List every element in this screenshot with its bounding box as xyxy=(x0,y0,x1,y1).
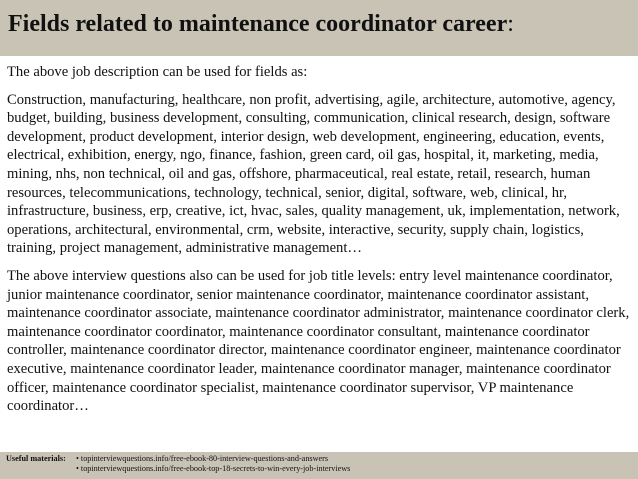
footer-row-2 xyxy=(6,464,638,474)
page-title: Fields related to maintenance coordinator career xyxy=(8,11,508,37)
fields-paragraph: Construction, manufacturing, healthcare, non profit, advertising, agile, architecture, automotive, agency, budget, building, business development, consulting, communication, clinical research, design, software development, product development, interior design, web development, engineering, education, events, electrical, exhibition, energy, ngo, finance, fashion, green card, oil gas, hospital, it, marketing, media, mining, nhs, non technical, oil and gas, offshore, pharmaceutical, real estate, retail, research, human resources, telecommunications, technology, technical, senior, digital, software, web, clinical, hr, infrastructure, business, erp, creative, ict, hvac, sales, quality management, uk, implementation, network, operations, architectural, environmental, crm, website, interactive, security, supply chain, logistics, training, project management, administrative management… xyxy=(7,91,620,257)
useful-materials-label: Useful materials: xyxy=(6,454,66,463)
intro-text: The above job description can be used for fields as: xyxy=(7,64,308,80)
ebook-link-18-secrets[interactable]: • topinterviewquestions.info/free-ebook-top-18-secrets-to-win-every-job-interviews xyxy=(76,464,351,473)
content xyxy=(7,63,633,425)
title-colon: : xyxy=(507,11,514,37)
ebook-link-80-questions[interactable]: • topinterviewquestions.info/free-ebook-80-interview-questions-and-answers xyxy=(76,454,329,463)
footer-row-1 xyxy=(6,454,638,464)
footer-label-spacer xyxy=(6,464,76,474)
footer xyxy=(0,452,638,479)
title-bar xyxy=(0,0,638,56)
job-levels-paragraph: The above interview questions also can be used for job title levels: entry level maintenance coordinator, junior maintenance coordinator, senior maintenance coordinator, maintenance coordinator assistant, maintenance coordinator associate, maintenance coordinator administrator, maintenance coordinator clerk, maintenance coordinator coordinator, maintenance coordinator consultant, maintenance coordinator controller, maintenance coordinator director, maintenance coordinator engineer, maintenance coordinator executive, maintenance coordinator leader, maintenance coordinator manager, maintenance coordinator officer, maintenance coordinator specialist, maintenance coordinator supervisor, VP maintenance coordinator… xyxy=(7,267,630,415)
